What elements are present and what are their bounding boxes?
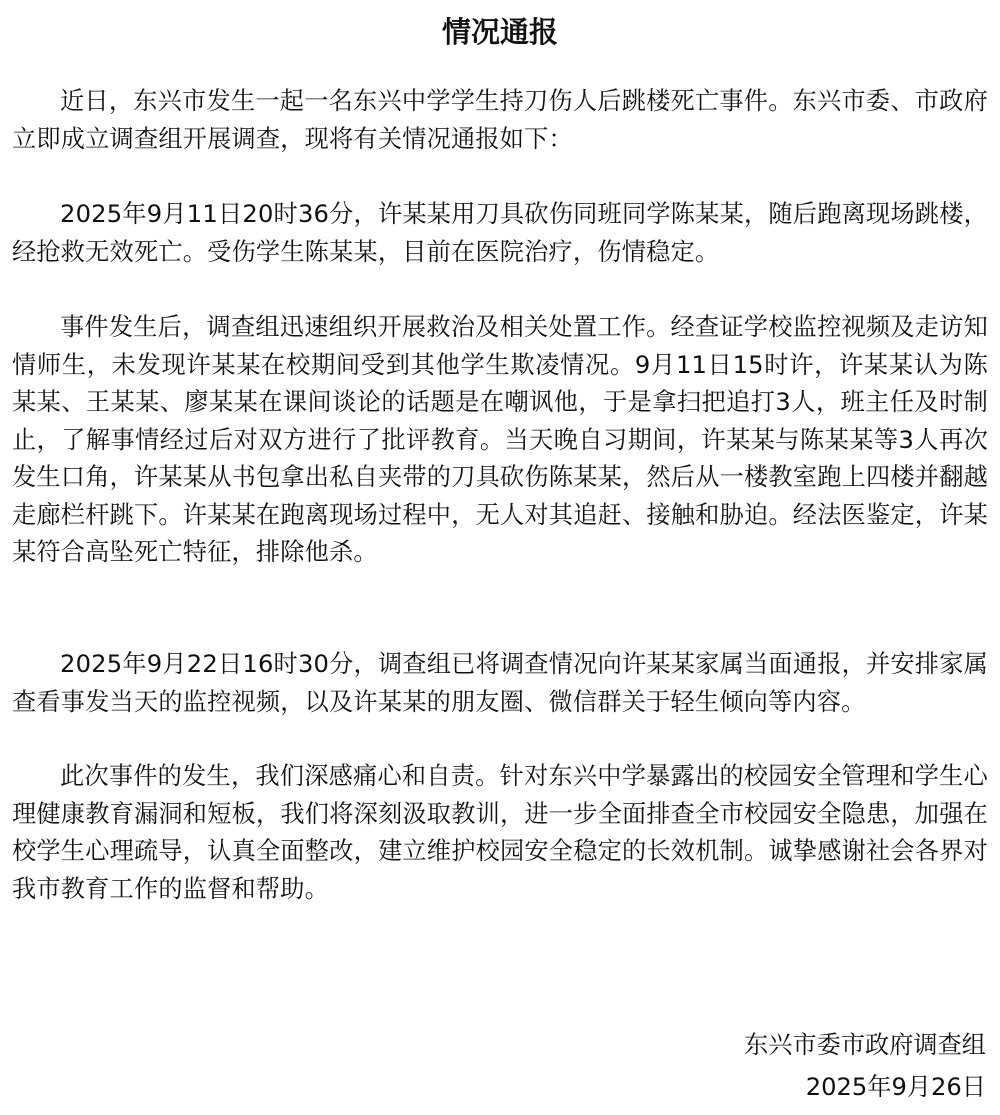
paragraph-intro: 近日，东兴市发生一起一名东兴中学学生持刀伤人后跳楼死亡事件。东兴市委、市政府立即成立调查组开展调查，现将有关情况通报如下： (12, 87, 988, 153)
document-title: 情况通报 (441, 15, 558, 49)
paragraph-incident: 2025年9月11日20时36分，许某某用刀具砍伤同班同学陈某某，随后跑离现场跳楼，经抢救无效死亡。受伤学生陈某某，目前在医院治疗，伤情稳定。 (12, 200, 988, 266)
paragraph-investigation: 事件发生后，调查组迅速组织开展救治及相关处置工作。经查证学校监控视频及走访知情师生，未发现许某某在校期间受到其他学生欺凌情况。9月11日15时许，许某某认为陈某某、王某某、廖某某在课间谈论的话题是在嘲讽他，于是拿扫把追打3人，班主任及时制止，了解事情经过后对双方进行了批评教育。当天晚自习期间，许某某与陈某某等3人再次发生口角，许某某从书包拿出私自夹带的刀具砍伤陈某某，然后从一楼教室跑上四楼并翻越走廊栏杆跳下。许某某在跑离现场过程中，无人对其追赶、接触和胁迫。经法医鉴定，许某某符合高坠死亡特征，排除他杀。 (12, 313, 988, 566)
signature-organization: 东兴市委市政府调查组 (744, 1031, 986, 1059)
paragraph-family-notification: 2025年9月22日16时30分，调查组已将调查情况向许某某家属当面通报，并安排家属查看事发当天的监控视频，以及许某某的朋友圈、微信群关于轻生倾向等内容。 (12, 650, 988, 716)
paragraph-statement: 此次事件的发生，我们深感痛心和自责。针对东兴中学暴露出的校园安全管理和学生心理健康教育漏洞和短板，我们将深刻汲取教训，进一步全面排查全市校园安全隐患，加强在校学生心理疏导，认真全面整改，建立维护校园安全稳定的长效机制。诚挚感谢社会各界对我市教育工作的监督和帮助。 (12, 762, 988, 903)
signature-date: 2025年9月26日 (805, 1073, 986, 1101)
